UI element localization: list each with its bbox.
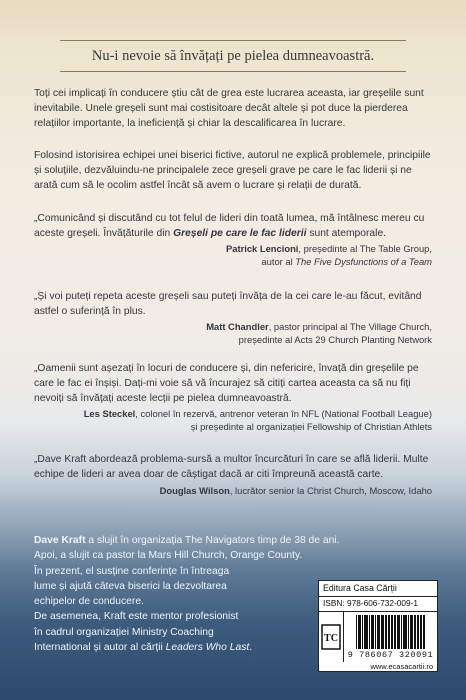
bio-line-5: echipelor de conducere. [34, 596, 144, 608]
bio-text: International și autor al cărții [34, 642, 166, 654]
isbn-label [318, 580, 438, 672]
barcode-bar [408, 615, 409, 649]
tagline: Nu-i nevoie să învățați pe pielea dumneavoastră. [91, 47, 375, 64]
bio-line-6: De asemenea, Kraft este mentor profesionist [34, 611, 239, 623]
quote-text: „Comunicând și discutând cu tot felul de lideri din toată lumea, mă întâlnesc mereu cu aceste greșeli. Învățăturile din [34, 213, 425, 239]
logo-barcode-row [319, 612, 437, 662]
quote-author-role-2: președinte al Acts 29 Church Planting Network [238, 334, 432, 345]
publisher-name: Editura Casa Cărții [319, 581, 437, 597]
publisher-logo-icon [319, 612, 344, 662]
isbn-number: ISBN: 978-606-732-009-1 [319, 597, 437, 612]
attribution-lencioni [226, 242, 432, 268]
intro-paragraph-1: Toți cei implicați în conducere știu cât de grea este lucrarea aceasta, iar greșelile sunt inevitabile. Unele greșeli sunt mai costisitoare decât altele și pot duce la pierderea relațiilor importante, la ineficiență și chiar la descalificarea în lucrare. [34, 88, 424, 129]
bio-text: a slujit în organizația The Navigators timp de 38 de ani. [85, 535, 340, 546]
quote-author: Matt Chandler [206, 321, 269, 332]
bio-line-7: în cadrul organizației Ministry Coaching [34, 626, 214, 638]
barcode-bar [401, 615, 402, 649]
quote-steckel: „Oamenii sunt așezați în locuri de conducere și, din nefericire, învață din greșelile pe care le fac ei înșiși. Dați-mi voie să vă încurajez să citiți cartea aceasta ca să nu fiți nevoiți să învățați aceste lecții pe pielea dumneavoastră. [34, 363, 419, 404]
barcode-bar [362, 615, 363, 649]
attribution-wilson [160, 484, 432, 497]
quote-author-role: , colonel în rezervă, antrenor veteran în NFL (National Football League) [135, 408, 432, 419]
barcode-bar [414, 615, 416, 649]
barcode-bars [356, 615, 426, 649]
barcode-bar [369, 615, 370, 649]
quote-author-role: , pastor principal al The Village Church, [268, 321, 432, 332]
quote-text-end: sunt atemporale. [306, 228, 387, 239]
intro-paragraph-2: Folosind istorisirea echipei unei biserici fictive, autorul ne explică problemele, principiile și soluțiile, dezvăluindu-ne principalele zece greșeli grave pe care le fac liderii și ne arată cum să le ocolim astfel încât să avem o lucrare și relații de durată. [34, 150, 431, 191]
barcode-digits: 9 786067 320091 [347, 650, 434, 660]
barcode-bar [375, 615, 376, 649]
quote-author-role: , președinte al The Table Group, [298, 243, 432, 254]
quote-book-title: Greșeli pe care le fac liderii [173, 228, 307, 239]
barcode-bar [424, 615, 425, 649]
bio-line-2: Apoi, a slujit ca pastor la Mars Hill Church, Orange County. [34, 550, 303, 562]
quote-chandler: „Și voi puteți repeta aceste greșeli sau puteți învăța de la cei care le-au făcut, evitând astfel o suferință în plus. [34, 291, 422, 317]
tagline-box [60, 40, 406, 72]
bio-line-1 [34, 533, 340, 548]
bio-line-8 [34, 640, 304, 655]
quote-lencioni [34, 211, 434, 241]
attribution-steckel [84, 407, 432, 433]
svg-text:TC: TC [324, 633, 338, 644]
barcode [344, 612, 437, 662]
quote-author-book: The Five Dysfunctions of a Team [295, 256, 432, 267]
quote-author-role-2: și președinte al organizației Fellowship of Christian Athlets [190, 421, 432, 432]
bio-line-4: lume și ajută câteva biserici la dezvoltarea [34, 580, 227, 592]
quote-author-role: , lucrător senior la Christ Church, Moscow, Idaho [229, 485, 432, 496]
author-bio [34, 533, 340, 655]
quote-author: Douglas Wilson [159, 485, 230, 496]
publisher-logo-icon-svg [321, 622, 341, 652]
quote-wilson: „Dave Kraft abordează problema-sursă a multor încurcături în care se află liderii. Multe echipe de lideri ar avea doar de câștigat dacă ar citi împreună această carte. [34, 454, 429, 480]
publisher-url: www.ecasacartii.ro [370, 662, 433, 671]
bio-text: . [249, 642, 253, 654]
attribution-chandler [206, 320, 432, 346]
bio-book-title: Leaders Who Last [165, 642, 250, 654]
barcode-bar [420, 615, 422, 649]
quote-author-role-2: autor al [261, 256, 296, 267]
barcode-bar [381, 615, 384, 649]
barcode-bar [394, 615, 396, 649]
bio-author-name: Dave Kraft [34, 535, 86, 546]
quote-author: Patrick Lencioni [225, 243, 299, 254]
barcode-bar [356, 615, 357, 649]
barcode-bar [388, 615, 390, 649]
quote-author: Les Steckel [83, 408, 136, 419]
bio-line-3: În prezent, el susține conferințe în întreaga [34, 565, 230, 577]
